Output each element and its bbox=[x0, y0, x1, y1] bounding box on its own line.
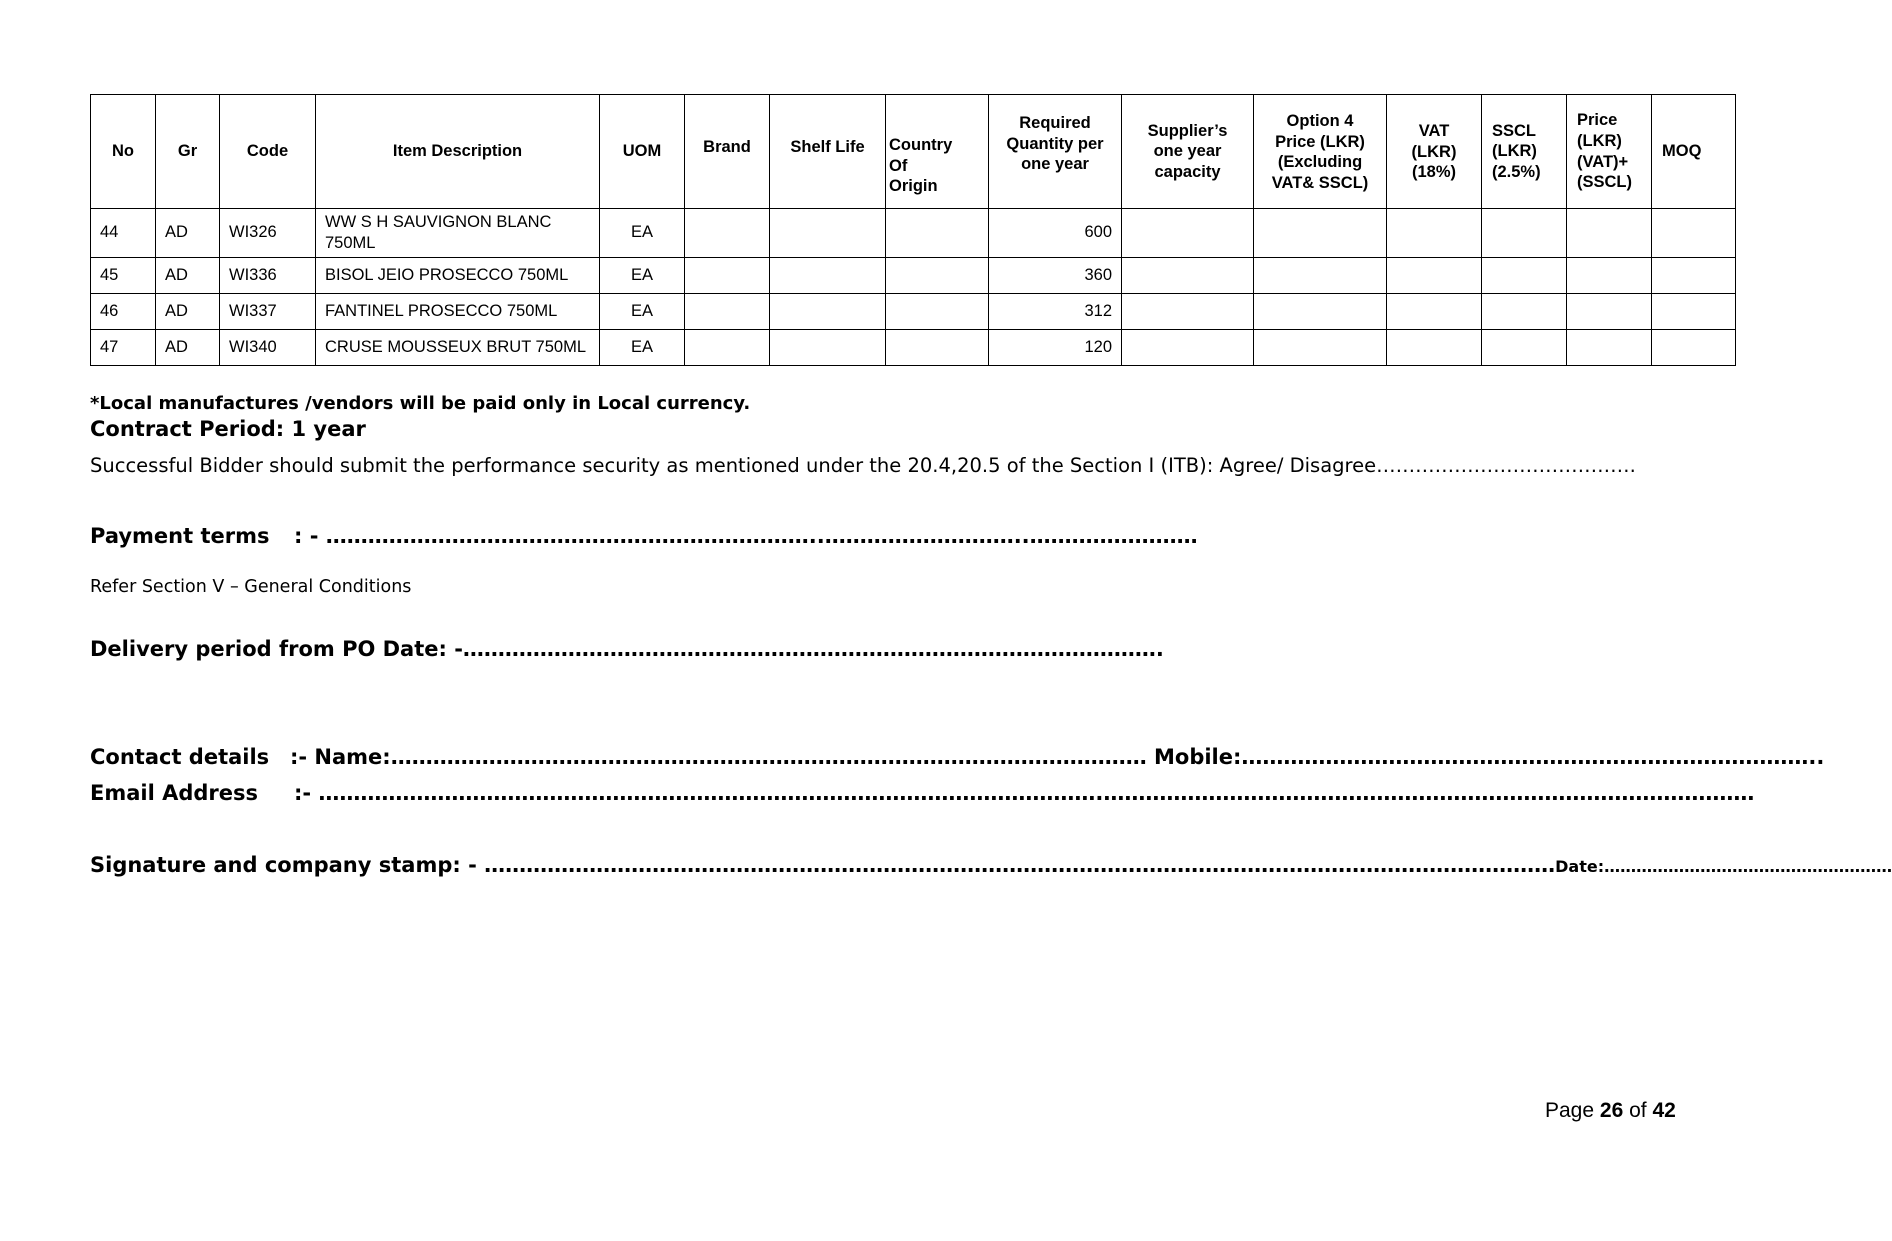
cell-quantity: 360 bbox=[989, 258, 1122, 294]
signature-line bbox=[90, 853, 1892, 877]
cell-capacity bbox=[1122, 294, 1254, 330]
header-moq: MOQ bbox=[1652, 95, 1736, 209]
header-supplier-capacity: Supplier’s one year capacity bbox=[1122, 95, 1254, 209]
cell-shelf-life bbox=[770, 330, 886, 366]
cell-no: 47 bbox=[91, 330, 156, 366]
header-country-of-origin: Country Of Origin bbox=[886, 95, 989, 209]
header-brand: Brand bbox=[685, 95, 770, 209]
table-row bbox=[91, 258, 1736, 294]
cell-country bbox=[886, 209, 989, 258]
header-shelf-life: Shelf Life bbox=[770, 95, 886, 209]
cell-gr: AD bbox=[156, 294, 220, 330]
header-vat: VAT (LKR) (18%) bbox=[1387, 95, 1482, 209]
header-gr: Gr bbox=[156, 95, 220, 209]
cell-shelf-life bbox=[770, 209, 886, 258]
signature-date-field[interactable]: Date:……………………………………………… bbox=[1555, 857, 1892, 876]
cell-brand bbox=[685, 209, 770, 258]
cell-description: FANTINEL PROSECCO 750ML bbox=[316, 294, 600, 330]
cell-sscl bbox=[1482, 209, 1567, 258]
refer-section-note: Refer Section V – General Conditions bbox=[90, 577, 412, 597]
header-code: Code bbox=[220, 95, 316, 209]
header-required-quantity: Required Quantity per one year bbox=[989, 95, 1122, 209]
table-row bbox=[91, 209, 1736, 258]
cell-brand bbox=[685, 294, 770, 330]
cell-capacity bbox=[1122, 330, 1254, 366]
cell-quantity: 120 bbox=[989, 330, 1122, 366]
cell-vat bbox=[1387, 294, 1482, 330]
cell-option-price bbox=[1254, 294, 1387, 330]
cell-moq bbox=[1652, 258, 1736, 294]
cell-capacity bbox=[1122, 209, 1254, 258]
cell-shelf-life bbox=[770, 258, 886, 294]
contact-details-line bbox=[90, 745, 1824, 769]
cell-option-price bbox=[1254, 258, 1387, 294]
cell-moq bbox=[1652, 330, 1736, 366]
cell-price-total bbox=[1567, 209, 1652, 258]
cell-description: CRUSE MOUSSEUX BRUT 750ML bbox=[316, 330, 600, 366]
header-item-description: Item Description bbox=[316, 95, 600, 209]
performance-security-statement: Successful Bidder should submit the performance security as mentioned under the 20.4,20.5 of the Section I (ITB): Agree/ Disagree…………………………………. bbox=[90, 454, 1636, 477]
cell-gr: AD bbox=[156, 330, 220, 366]
page-number: Page 26 of 42 bbox=[1545, 1099, 1676, 1122]
email-address-field[interactable]: :- ………………………………………………………………………………………………….………………………………………………………………………………… bbox=[294, 781, 1755, 805]
cell-gr: AD bbox=[156, 258, 220, 294]
page-current: 26 bbox=[1599, 1099, 1624, 1122]
cell-moq bbox=[1652, 209, 1736, 258]
cell-vat bbox=[1387, 209, 1482, 258]
header-uom: UOM bbox=[600, 95, 685, 209]
cell-quantity: 312 bbox=[989, 294, 1122, 330]
cell-no: 44 bbox=[91, 209, 156, 258]
cell-uom: EA bbox=[600, 258, 685, 294]
cell-code: WI326 bbox=[220, 209, 316, 258]
cell-country bbox=[886, 258, 989, 294]
cell-description: BISOL JEIO PROSECCO 750ML bbox=[316, 258, 600, 294]
delivery-period-field[interactable]: Delivery period from PO Date: -………………………………………………………………………………………. bbox=[90, 637, 1164, 661]
cell-country bbox=[886, 330, 989, 366]
payment-terms-line bbox=[90, 524, 1198, 548]
payment-terms-field[interactable]: : - ……………………………………………………………..………………………..…………………… bbox=[294, 524, 1198, 548]
header-no: No bbox=[91, 95, 156, 209]
cell-uom: EA bbox=[600, 294, 685, 330]
cell-brand bbox=[685, 258, 770, 294]
cell-uom: EA bbox=[600, 330, 685, 366]
cell-vat bbox=[1387, 330, 1482, 366]
local-currency-note: *Local manufactures /vendors will be paid only in Local currency. bbox=[90, 393, 751, 414]
cell-no: 46 bbox=[91, 294, 156, 330]
cell-code: WI337 bbox=[220, 294, 316, 330]
signature-stamp-field[interactable]: Signature and company stamp: - ……………………………………………………………………………………………………………………………………… bbox=[90, 853, 1556, 877]
cell-gr: AD bbox=[156, 209, 220, 258]
cell-price-total bbox=[1567, 330, 1652, 366]
payment-terms-label: Payment terms bbox=[90, 524, 270, 548]
header-sscl: SSCL (LKR) (2.5%) bbox=[1482, 95, 1567, 209]
cell-uom: EA bbox=[600, 209, 685, 258]
cell-vat bbox=[1387, 258, 1482, 294]
table-header-row bbox=[91, 95, 1736, 209]
cell-quantity: 600 bbox=[989, 209, 1122, 258]
header-option-price: Option 4 Price (LKR) (Excluding VAT& SSCL) bbox=[1254, 95, 1387, 209]
cell-price-total bbox=[1567, 294, 1652, 330]
table-row bbox=[91, 330, 1736, 366]
cell-sscl bbox=[1482, 330, 1567, 366]
header-price-total: Price (LKR) (VAT)+ (SSCL) bbox=[1567, 95, 1652, 209]
items-table bbox=[90, 94, 1736, 366]
cell-shelf-life bbox=[770, 294, 886, 330]
cell-code: WI340 bbox=[220, 330, 316, 366]
cell-brand bbox=[685, 330, 770, 366]
cell-code: WI336 bbox=[220, 258, 316, 294]
email-address-line bbox=[90, 781, 1754, 805]
cell-sscl bbox=[1482, 258, 1567, 294]
page-total: 42 bbox=[1652, 1099, 1676, 1122]
cell-capacity bbox=[1122, 258, 1254, 294]
cell-country bbox=[886, 294, 989, 330]
cell-option-price bbox=[1254, 209, 1387, 258]
cell-no: 45 bbox=[91, 258, 156, 294]
cell-sscl bbox=[1482, 294, 1567, 330]
contact-name-mobile-field[interactable]: :- Name:……………………………………………………………………………………………… Mobile:……………………………………………………………………….. bbox=[290, 745, 1825, 769]
cell-option-price bbox=[1254, 330, 1387, 366]
table-row bbox=[91, 294, 1736, 330]
email-address-label: Email Address bbox=[90, 781, 259, 805]
cell-description: WW S H SAUVIGNON BLANC 750ML bbox=[316, 209, 600, 258]
contact-details-label: Contact details bbox=[90, 745, 270, 769]
contract-period: Contract Period: 1 year bbox=[90, 417, 366, 441]
cell-price-total bbox=[1567, 258, 1652, 294]
cell-moq bbox=[1652, 294, 1736, 330]
